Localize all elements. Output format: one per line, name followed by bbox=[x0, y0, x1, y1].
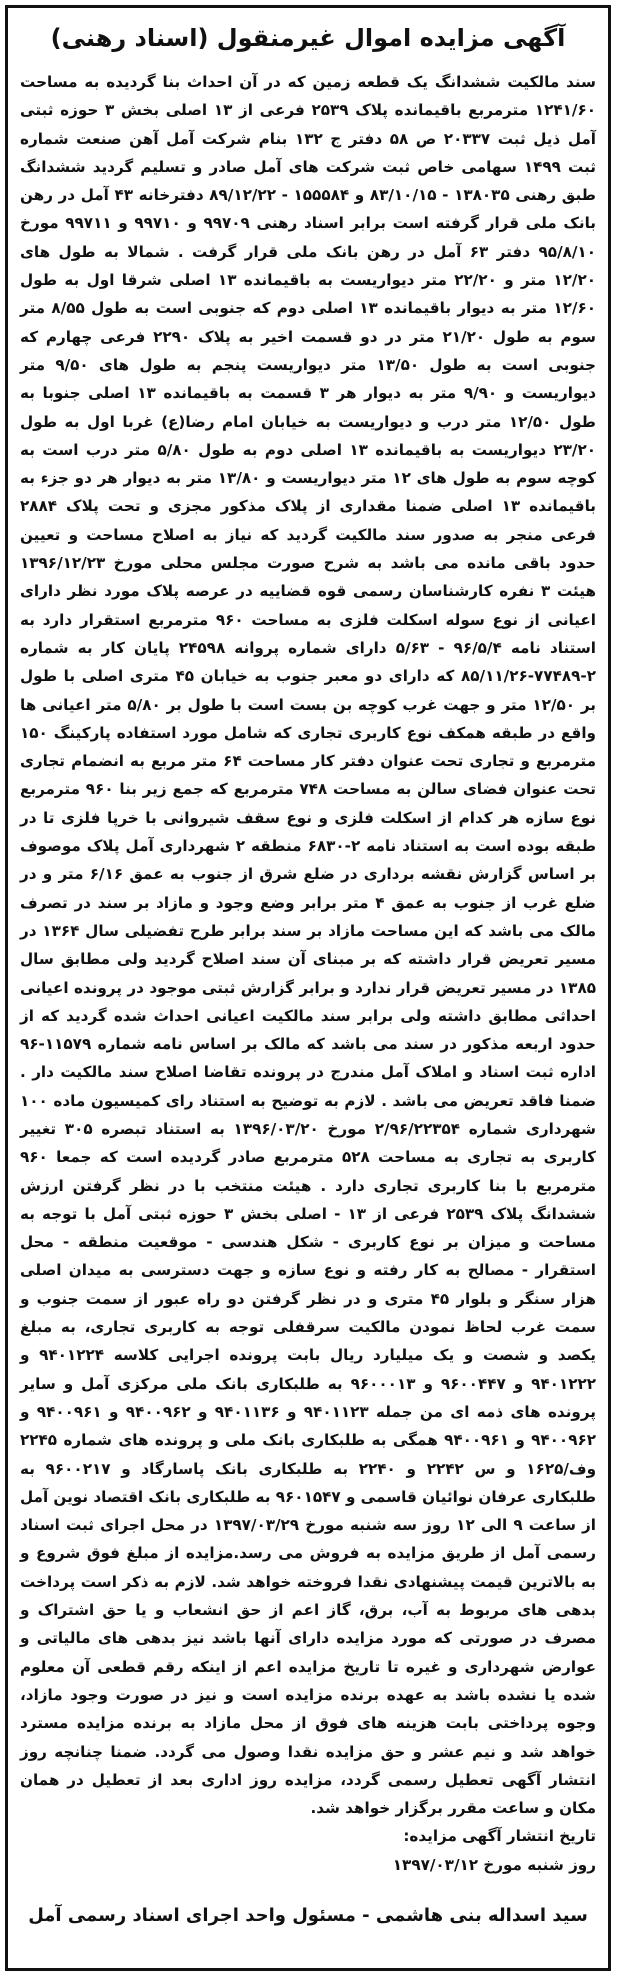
signature-line: سید اسداله بنی هاشمی - مسئول واحد اجرای اسناد رسمی آمل bbox=[28, 1905, 588, 1926]
notice-body bbox=[20, 68, 596, 1822]
publish-label: تاریخ انتشار آگهی مزایده: bbox=[403, 1827, 596, 1846]
publish-date: روز شنبه مورخ ۱۳۹۷/۰۳/۱۲ bbox=[392, 1855, 596, 1874]
notice-title: آگهی مزایده اموال غیرمنقول (اسناد رهنی) bbox=[50, 24, 566, 52]
auction-notice bbox=[5, 5, 611, 1971]
publish-info bbox=[20, 1822, 596, 1879]
notice-body-text: سند مالکیت ششدانگ یک قطعه زمین که در آن احداث بنا گردیده به مساحت ۱۲۴۱/۶۰ مترمربع باقیمانده پلاک ۲۵۳۹ فرعی از ۱۳ اصلی بخش ۳ حوزه ثبتی آمل ذیل ثبت ۲۰۳۳۷ ص ۵۸ دفتر ج ۱۳۲ بنام شرکت آمل آهن صنعت شماره ثبت ۱۴۹۹ سهامی خاص ثبت شرکت های آمل صادر و تسلیم گردید ششدانگ طبق رهنی ۱۳۸۰۳۵ - ۸۳/۱۰/۱۵ و ۱۵۵۵۸۴ - ۸۹/۱۲/۲۲ دفترخانه ۴۳ آمل در رهن بانک ملی قرار گرفته است برابر اسناد رهنی ۹۹۷۰۹ و ۹۹۷۱۰ و ۹۹۷۱۱ مورخ ۹۵/۸/۱۰ دفتر ۶۳ آمل در رهن بانک ملی قرار گرفت . شمالا به طول های ۱۲/۲۰ متر و ۲۲/۲۰ متر دیواریست به باقیمانده ۱۳ اصلی شرقا اول به طول ۱۲/۶۰ متر به دیوار باقیمانده ۱۳ اصلی دوم که جنوبی است به طول ۸/۵۵ متر سوم به طول ۲۱/۲۰ متر در دو قسمت اخیر به پلاک ۲۲۹۰ فرعی چهارم که جنوبی است به طول ۱۳/۵۰ متر دیواریست پنجم به طول های ۹/۵۰ متر دیواریست و ۹/۹۰ متر به دیوار هر ۳ قسمت به باقیمانده ۱۳ اصلی جنوبا به طول ۱۲/۵۰ متر درب و دیواریست به خیابان امام رضا(ع) غربا اول به طول ۲۳/۲۰ دیواریست به باقیمانده ۱۳ اصلی دوم به طول ۵/۸۰ متر درب است به کوچه سوم به طول های ۱۲ متر دیواریست و ۱۳/۸۰ متر به دیوار هر دو جزء به باقیمانده ۱۳ اصلی ضمنا مقداری از پلاک مذکور مجزی و تحت پلاک ۲۸۸۴ فرعی منجر به صدور سند مالکیت گردید که نیاز به اصلاح مساحت و تعیین حدود باقی مانده می باشد به شرح صورت مجلس محلی مورخ ۱۳۹۶/۱۲/۲۳ هیئت ۳ نفره کارشناسان رسمی قوه قضاییه در عرصه پلاک مورد نظر دارای اعیانی از نوع سوله اسکلت فلزی به مساحت ۹۶۰ مترمربع استقرار دارد به استناد نامه ۹۶/۵/۴ - ۵/۶۳ دارای شماره پروانه ۲۴۵۹۸ پایان کار به شماره ۲-۷۷۴۸۹-۸۵/۱۱/۲۶ که دارای دو معبر جنوب به خیابان ۴۵ متری اصلی با طول بر ۱۲/۵۰ متر و جهت غرب کوچه بن بست است با طول بر ۵/۸۰ متر اعیانی ها واقع در طبقه همکف نوع کاربری تجاری که شامل مورد استفاده پارکینگ ۱۵۰ مترمربع و تجاری تحت عنوان دفتر کار مساحت ۶۴ متر مربع به انضمام تجاری تحت عنوان فضای سالن به مساحت ۷۴۸ مترمربع که جمع زیر بنا ۹۶۰ مترمربع نوع سازه هر کدام از اسکلت فلزی و نوع سقف شیروانی با خرپا فلزی تا در طبقه بوده است به استناد نامه ۲-۶۸۳۰ منطقه ۲ شهرداری آمل پلاک موصوف بر اساس گزارش نقشه برداری در ضلع شرق از جنوب به عمق ۶/۱۶ متر و در ضلع غرب از جنوب به عمق ۴ متر برابر وضع وجود و مازاد بر سند در تصرف مالک می باشد که این مساحت مازاد بر سند برابر طرح تفضیلی سال ۱۳۶۴ در مسیر تعریض قرار داشته که بر مبنای آن سند اصلاح گردید ولی مطابق سال ۱۳۸۵ در مسیر تعریض قرار ندارد و برابر گزارش ثبتی موجود در پرونده اعیانی احداثی مطابق داشته ولی برابر سند مالکیت اعیانی احداث شده گردید که از حدود اربعه مذکور در سند می باشد که مالک بر اساس نامه شماره ۱۱۵۷۹-۹۶ اداره ثبت اسناد و املاک آمل مندرج در پرونده تقاضا اصلاح سند مالکیت دار . ضمنا فاقد تعریض می باشد . لازم به توضیح به استناد رای کمیسیون ماده ۱۰۰ شهرداری شماره ۲/۹۶/۲۲۳۵۴ مورخ ۱۳۹۶/۰۳/۲۰ به استناد تبصره ۳۰۵ تغییر کاربری به تجاری به مساحت ۵۲۸ مترمربع صادر گردیده است که جمعا ۹۶۰ مترمربع با بنا کاربری تجاری دارد . هیئت منتخب با در نظر گرفتن ارزش ششدانگ پلاک ۲۵۳۹ فرعی از ۱۳ - اصلی بخش ۳ حوزه ثبتی آمل با توجه به مساحت و میزان بر نوع کاربری - شکل هندسی - موقعیت منطقه - محل استقرار - مصالح به کار رفته و نوع سازه و جهت دسترسی به میدان اصلی هزار سنگر و بلوار ۴۵ متری و در نظر گرفتن دو راه عبور از سمت جنوب و سمت غرب لحاظ نمودن مالکیت سرقفلی توجه به کاربری تجاری، به مبلغ یکصد و شصت و یک میلیارد ریال بابت پرونده اجرایی کلاسه ۹۴۰۱۲۲۴ و ۹۴۰۱۲۲۲ و ۹۶۰۰۴۴۷ و ۹۶۰۰۰۱۳ به طلبکاری بانک ملی مرکزی آمل و سایر پرونده های ذمه ای من جمله ۹۴۰۱۱۲۳ و ۹۴۰۱۱۳۶ و ۹۴۰۰۹۶۲ و ۹۴۰۰۹۶۱ و ۹۴۰۰۹۶۲ و ۹۴۰۰۹۶۱ همگی به طلبکاری بانک ملی و پرونده های شماره ۲۲۴۵ وف/۱۶۲۵ و س ۲۲۴۲ و ۲۲۴۰ به طلبکاری بانک پاسارگاد و ۹۶۰۰۲۱۷ به طلبکاری عرفان نوائیان قاسمی و ۹۶۰۱۵۴۷ به طلبکاری بانک اقتصاد نوین آمل از ساعت ۹ الی ۱۲ روز سه شنبه مورخ ۱۳۹۷/۰۳/۲۹ در محل اجرای ثبت اسناد رسمی آمل از طریق مزایده به فروش می رسد.مزایده از مبلغ فوق شروع و به بالاترین قیمت پیشنهادی نقدا فروخته خواهد شد. لازم به ذکر است پرداخت بدهی های مربوط به آب، برق، گاز اعم از حق انشعاب و یا حق اشتراک و مصرف در صورتی که مورد مزایده دارای آنها باشد نیز بدهی های مالیاتی و عوارض شهرداری و غیره تا تاریخ مزایده اعم از اینکه رقم قطعی آن معلوم شده یا نشده باشد به عهده برنده مزایده است و نیز در صورت وجود مازاد، وجوه پرداختی بابت هزینه های فوق از محل مازاد به برنده مزایده مسترد خواهد شد و نیم عشر و حق مزایده نقدا وصول می گردد. ضمنا چنانچه روز انتشار آگهی تعطیل رسمی گردد، مزایده روز اداری بعد از تعطیل در همان مکان و ساعت مقرر برگزار خواهد شد. bbox=[19, 73, 597, 1818]
